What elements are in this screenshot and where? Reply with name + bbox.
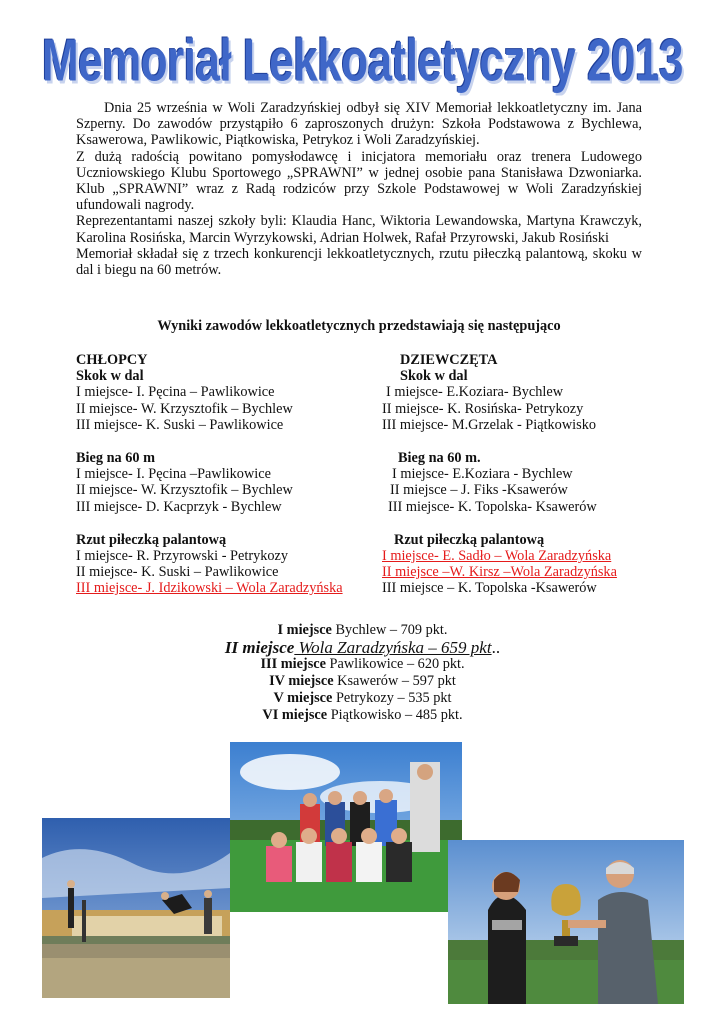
intro-paragraph: Reprezentantami naszej szkoły byli: Klaudia Hanc, Wiktoria Lewandowska, Martyna Krawczyk, Karolina Rosińska, Marcin Wyrzykowski, Adrian Holwek, Rafał Przyrowski, Jakub Rosiński (76, 213, 642, 246)
result-line: II miejsce- K. Rosińska- Petrykozy (382, 400, 584, 417)
boys-header: CHŁOPCY (76, 352, 148, 368)
event-title: Skok w dal (400, 368, 468, 385)
result-line: III miejsce- K. Topolska- Ksawerów (388, 498, 597, 515)
event-title: Bieg na 60 m (76, 450, 156, 467)
ranking-place: III miejsce (260, 656, 326, 672)
result-line-highlighted: I miejsce- E. Sadło – Wola Zaradzyńska (382, 548, 612, 565)
team-ranking (0, 622, 725, 724)
ranking-value: Bychlew – 709 pkt. (331, 622, 448, 638)
result-line: II miejsce- K. Suski – Pawlikowice (76, 564, 279, 581)
result-line-highlighted: II miejsce –W. Kirsz –Wola Zaradzyńska (382, 564, 617, 581)
result-line-highlighted: III miejsce- J. Idzikowski – Wola Zaradzyńska (76, 580, 343, 597)
results-heading: Wyniki zawodów lekkoatletycznych przedstawiają się następująco (157, 318, 561, 334)
page-title: Memoriał Lekkoatletyczny 2013 (42, 28, 683, 95)
result-line: I miejsce- E.Koziara- Bychlew (386, 384, 564, 401)
ranking-value: Wola Zaradzyńska – 659 pkt (294, 638, 492, 657)
result-line: III miejsce – K. Topolska -Ksawerów (382, 580, 597, 597)
ranking-value: Piątkowisko – 485 pkt. (327, 707, 463, 723)
result-line: I miejsce- I. Pęcina – Pawlikowice (76, 384, 275, 401)
ranking-row (0, 656, 725, 673)
result-line: III miejsce- K. Suski – Pawlikowice (76, 416, 284, 433)
intro-paragraph: Memoriał składał się z trzech konkurencji lekkoatletycznych, rzutu piłeczką palantową, skoku w dal i biegu na 60 metrów. (76, 245, 642, 279)
result-line: III miejsce- M.Grzelak - Piątkowisko (382, 416, 596, 433)
ranking-value: Petrykozy – 535 pkt (332, 690, 452, 706)
result-line: I miejsce- E.Koziara - Bychlew (392, 466, 573, 483)
event-title: Rzut piłeczką palantową (76, 531, 227, 548)
ranking-place: miejsce (238, 638, 295, 657)
boys-results (76, 352, 343, 597)
result-line: II miejsce – J. Fiks -Ksawerów (390, 482, 568, 499)
girls-results (382, 352, 617, 597)
ranking-row (0, 673, 725, 690)
intro-text (76, 100, 642, 278)
ranking-place: IV miejsce (269, 673, 334, 689)
result-line: I miejsce- R. Przyrowski - Petrykozy (76, 548, 289, 565)
ranking-row (0, 622, 725, 639)
team-group-photo (230, 742, 462, 912)
ranking-place: VI miejsce (262, 707, 328, 723)
ranking-tail: .. (491, 638, 501, 657)
event-title: Rzut piłeczką palantową (394, 531, 545, 548)
ranking-row (0, 690, 725, 707)
ranking-value: Pawlikowice – 620 pkt. (325, 656, 465, 672)
event-title: Skok w dal (76, 368, 144, 385)
result-line: I miejsce- I. Pęcina –Pawlikowice (76, 466, 271, 483)
ranking-place: I miejsce (277, 622, 332, 638)
long-jump-photo (42, 818, 230, 998)
intro-paragraph: Dnia 25 września w Woli Zaradzyńskiej odbył się XIV Memoriał lekkoatletyczny im. Jana Szperny. Do zawodów przystąpiło 6 zaproszonych drużyn: Szkoła Podstawowa z Bychlewa, Ksawerowa, Pawlikowic, Piątkowiska, Petrykoz i Woli Zaradzyńskiej. (76, 100, 642, 149)
event-title: Bieg na 60 m. (398, 450, 481, 467)
intro-paragraph: Z dużą radością powitano pomysłodawcę i inicjatora memoriału oraz trenera Ludowego Uczniowskiego Klubu Sportowego „SPRAWNI” w jednej osobie pana Stanisława Dzwoniarka. Klub „SPRAWNI” wraz z Radą rodziców przy Szkole Podstawowej w Woli Zaradzyńskiej ufundowali nagrody. (76, 148, 642, 214)
ranking-place: V miejsce (273, 690, 333, 706)
girls-header: DZIEWCZĘTA (400, 352, 498, 368)
result-line: II miejsce- W. Krzysztofik – Bychlew (76, 400, 293, 417)
ranking-value: Ksawerów – 597 pkt (333, 673, 456, 689)
award-ceremony-photo (448, 840, 684, 1004)
result-line: II miejsce- W. Krzysztofik – Bychlew (76, 482, 293, 499)
result-line: III miejsce- D. Kacprzyk - Bychlew (76, 498, 282, 515)
ranking-row (0, 707, 725, 724)
ranking-row (0, 639, 725, 656)
ranking-place-number: II (224, 638, 239, 657)
